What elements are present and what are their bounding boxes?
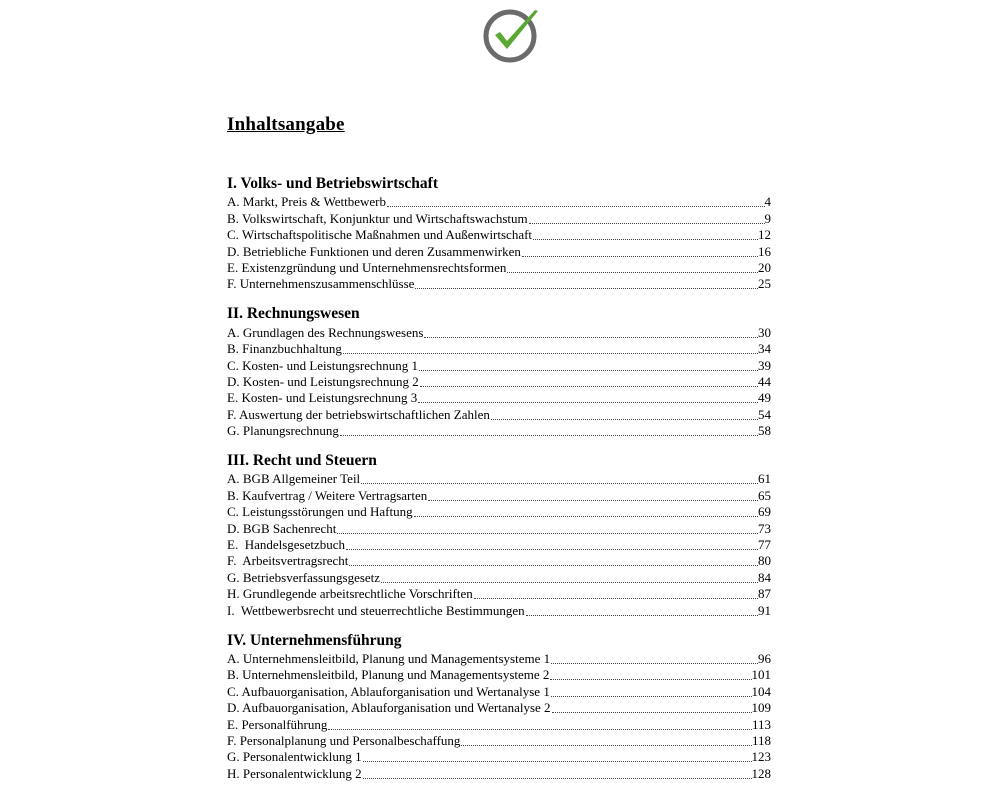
toc-entry[interactable] [227,356,771,372]
toc-entry[interactable] [227,193,771,209]
dot-leader [340,435,758,436]
toc-entry-page: 34 [758,341,771,357]
toc-entry[interactable] [227,340,771,356]
toc-entry-page: 113 [751,716,771,732]
dot-leader [474,598,758,599]
toc-entry-page: 109 [751,700,771,716]
toc-entry[interactable] [227,536,771,552]
toc-entry-label: A. Unternehmensleitbild, Planung und Managementsysteme 1 [227,650,551,666]
toc-section [227,174,771,291]
section-heading: IV. Unternehmensführung [227,631,402,649]
dot-leader [491,419,758,420]
dot-leader [551,696,752,697]
toc-entry-page: 4 [764,194,771,210]
dot-leader [346,549,758,550]
toc-entry-label: F. Auswertung der betriebswirtschaftlichen Zahlen [227,406,490,422]
dot-leader [343,353,758,354]
dot-leader [418,402,758,403]
dot-leader [526,615,758,616]
toc-entry-page: 123 [751,749,771,765]
toc-entry-page: 9 [764,210,771,226]
toc-entry-page: 61 [758,471,771,487]
dot-leader [363,761,752,762]
toc-entry-label: F. Personalplanung und Personalbeschaffung [227,732,461,748]
dot-leader [414,516,758,517]
toc-entry[interactable] [227,226,771,242]
toc-entry-label: D. BGB Sachenrecht [227,520,337,536]
toc-entry-label: E. Existenzgründung und Unternehmensrechtsformen [227,259,507,275]
dot-leader [522,256,758,257]
toc-entry-label: I. Wettbewerbsrecht und steuerrechtliche Bestimmungen [227,602,525,618]
toc-entry[interactable] [227,764,771,780]
table-of-contents [227,174,771,794]
dot-leader [349,565,758,566]
dot-leader [461,745,752,746]
dot-leader [387,206,764,207]
toc-entry-page: 49 [758,390,771,406]
toc-entry-label: A. Markt, Preis & Wettbewerb [227,194,387,210]
toc-entry-label: G. Planungsrechnung [227,423,339,439]
toc-entry-label: E. Kosten- und Leistungsrechnung 3 [227,390,418,406]
toc-entry[interactable] [227,601,771,617]
toc-entry[interactable] [227,650,771,666]
dot-leader [551,663,758,664]
toc-entry-label: C. Wirtschaftspolitische Maßnahmen und Außenwirtschaft [227,227,533,243]
toc-entry-label: H. Personalentwicklung 2 [227,765,362,781]
toc-entry-label: B. Kaufvertrag / Weitere Vertragsarten [227,487,428,503]
toc-entry[interactable] [227,666,771,682]
toc-entry-label: G. Betriebsverfassungsgesetz [227,569,381,585]
toc-entry-page: 39 [758,357,771,373]
toc-entry[interactable] [227,552,771,568]
toc-entry-page: 128 [751,765,771,781]
toc-entry-page: 65 [758,487,771,503]
toc-entry[interactable] [227,682,771,698]
checkmark-circle-icon [478,5,548,65]
toc-entry-page: 77 [758,537,771,553]
toc-entry-label: E. Personalführung [227,716,328,732]
dot-leader [529,223,765,224]
toc-entry-page: 91 [758,602,771,618]
toc-entry-label: D. Kosten- und Leistungsrechnung 2 [227,373,419,389]
dot-leader [550,679,751,680]
toc-entry-page: 96 [758,650,771,666]
toc-entry-label: D. Aufbauorganisation, Ablauforganisation und Wertanalyse 2 [227,700,551,716]
toc-entry-page: 101 [751,667,771,683]
toc-entry-page: 12 [758,227,771,243]
toc-entry[interactable] [227,470,771,486]
toc-entry-page: 118 [751,732,771,748]
toc-entry-label: A. Grundlagen des Rechnungswesens [227,324,424,340]
toc-entry-page: 73 [758,520,771,536]
toc-entry[interactable] [227,389,771,405]
toc-entry-label: C. Aufbauorganisation, Ablauforganisation und Wertanalyse 1 [227,683,550,699]
page-title: Inhaltsangabe [227,114,345,135]
toc-entry-label: A. BGB Allgemeiner Teil [227,471,361,487]
toc-entry-page: 54 [758,406,771,422]
dot-leader [428,500,758,501]
toc-entry-page: 25 [758,276,771,292]
toc-entry[interactable] [227,373,771,389]
toc-entry[interactable] [227,568,771,584]
toc-entry-label: E. Handelsgesetzbuch [227,537,346,553]
toc-entry-label: H. Grundlegende arbeitsrechtliche Vorschriften [227,586,473,602]
toc-entry[interactable] [227,699,771,715]
toc-section [227,631,771,781]
toc-entry-page: 44 [758,373,771,389]
toc-entry-page: 69 [758,504,771,520]
dot-leader [533,239,758,240]
dot-leader [552,712,752,713]
dot-leader [361,483,758,484]
toc-entry[interactable] [227,323,771,339]
toc-entry-page: 80 [758,553,771,569]
toc-entry[interactable] [227,275,771,291]
toc-entry-label: F. Arbeitsvertragsrecht [227,553,349,569]
toc-entry[interactable] [227,585,771,601]
toc-entry[interactable] [227,486,771,502]
dot-leader [363,778,752,779]
toc-entry-label: D. Betriebliche Funktionen und deren Zusammenwirken [227,243,521,259]
dot-leader [420,386,758,387]
dot-leader [424,337,758,338]
toc-entry-page: 104 [751,683,771,699]
toc-section [227,451,771,618]
toc-entry[interactable] [227,715,771,731]
toc-entry-label: B. Volkswirtschaft, Konjunktur und Wirtschaftswachstum [227,210,528,226]
toc-entry-page: 87 [758,586,771,602]
section-heading: I. Volks- und Betriebswirtschaft [227,175,438,192]
section-heading: II. Rechnungswesen [227,305,360,323]
toc-entry[interactable] [227,259,771,275]
toc-entry[interactable] [227,405,771,421]
toc-entry[interactable] [227,748,771,764]
toc-entry-page: 16 [758,243,771,259]
toc-entry-label: C. Leistungsstörungen und Haftung [227,504,413,520]
toc-entry-label: C. Kosten- und Leistungsrechnung 1 [227,357,419,373]
toc-entry-page: 30 [758,324,771,340]
toc-entry[interactable] [227,503,771,519]
toc-entry-page: 84 [758,569,771,585]
toc-entry[interactable] [227,422,771,438]
toc-entry-label: B. Finanzbuchhaltung [227,341,342,357]
toc-entry[interactable] [227,209,771,225]
toc-entry-label: F. Unternehmenszusammenschlüsse [227,276,415,292]
dot-leader [381,582,758,583]
dot-leader [419,370,758,371]
dot-leader [415,288,758,289]
toc-entry-label: G. Personalentwicklung 1 [227,749,362,765]
dot-leader [507,272,758,273]
toc-entry[interactable] [227,242,771,258]
toc-entry-page: 20 [758,259,771,275]
toc-entry[interactable] [227,732,771,748]
toc-entry[interactable] [227,519,771,535]
toc-entry-page: 58 [758,423,771,439]
dot-leader [337,533,758,534]
toc-section [227,304,771,438]
toc-entry-label: B. Unternehmensleitbild, Planung und Managementsysteme 2 [227,667,550,683]
dot-leader [328,729,752,730]
section-heading: III. Recht und Steuern [227,452,377,470]
